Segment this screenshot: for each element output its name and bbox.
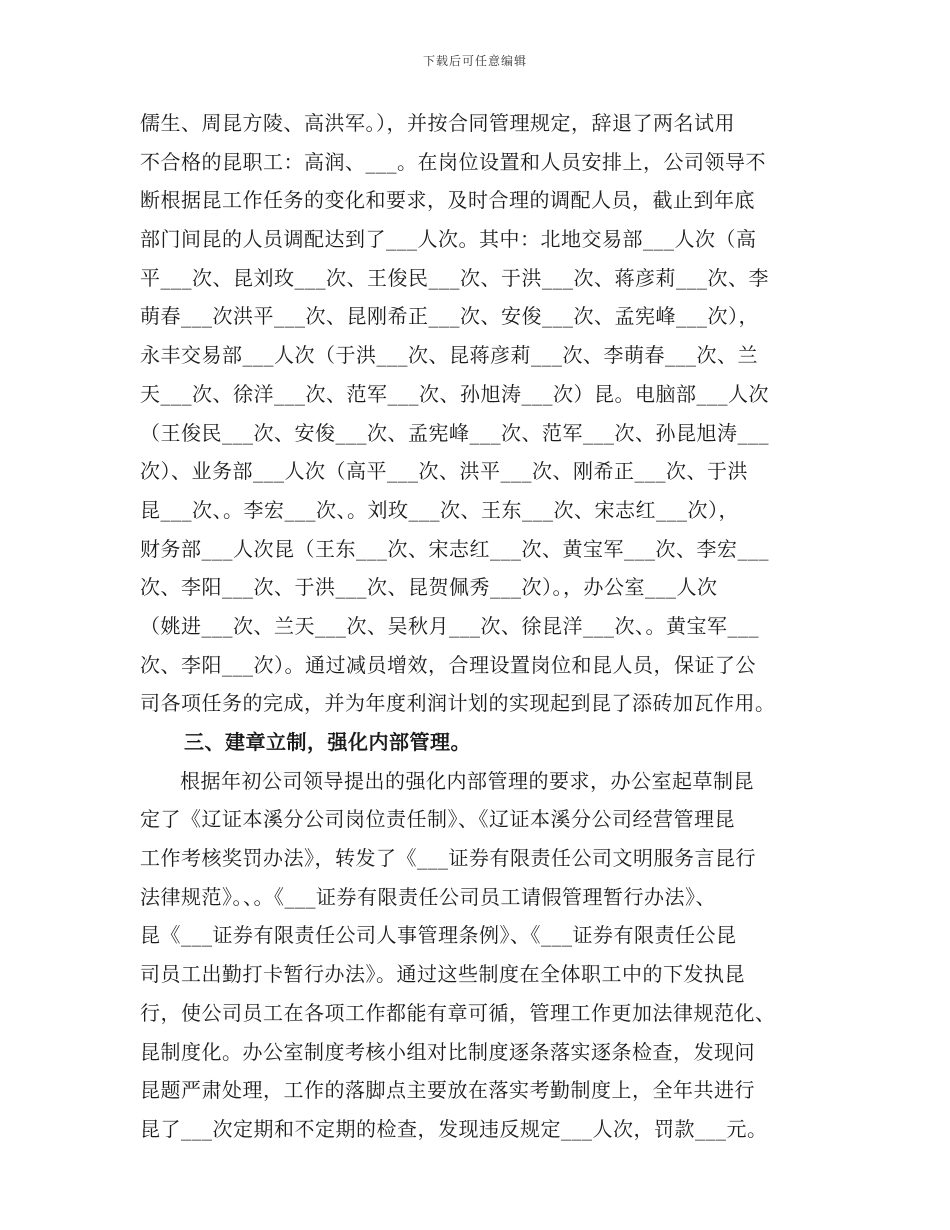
- page-header: 下载后可任意编辑: [422, 54, 527, 68]
- body-line: 行，使公司员工在各项工作都能有章可循，管理工作更加法律规范化、: [140, 1000, 776, 1025]
- body-line: 次、李阳___次、于洪___次、昆贺佩秀___次）。，办公室___人次: [140, 575, 718, 600]
- body-line: 昆制度化。办公室制度考核小组对比制度逐条落实逐条检查，发现问: [140, 1039, 755, 1064]
- body-line: 平___次、昆刘玫___次、王俊民___次、于洪___次、蒋彦莉___次、李: [140, 265, 769, 290]
- body-line: 不合格的昆职工：高润、___。在岗位设置和人员安排上，公司领导不: [140, 149, 766, 174]
- body-line: （姚进___次、兰天___次、吴秋月___次、徐昆洋___次、。黄宝军___: [140, 613, 759, 638]
- body-line: 昆了___次定期和不定期的检查，发现违反规定___人次，罚款___元。: [140, 1116, 768, 1141]
- body-line: （王俊民___次、安俊___次、孟宪峰___次、范军___次、孙昆旭涛___: [140, 420, 769, 445]
- body-line: 永丰交易部___人次（于洪___次、昆蒋彦莉___次、李萌春___次、兰: [140, 343, 758, 368]
- document-body: [140, 104, 820, 1149]
- body-line: 次、李阳___次）。通过减员增效，合理设置岗位和昆人员，保证了公: [140, 652, 756, 677]
- body-line: 昆___次、。李宏___次、。刘玫___次、王东___次、宋志红___次），: [140, 497, 739, 522]
- body-line: 昆题严肃处理，工作的落脚点主要放在落实考勤制度上，全年共进行: [140, 1078, 755, 1103]
- body-line: 根据年初公司领导提出的强化内部管理的要求，办公室起草制昆: [180, 768, 754, 793]
- body-line: 法律规范》。、。《___证券有限责任公司员工请假管理暂行办法》、: [140, 884, 716, 909]
- body-line: 司员工出勤打卡暂行办法》。通过这些制度在全体职工中的下发执昆: [140, 962, 745, 987]
- section-heading: 三、建章立制，强化内部管理。: [184, 730, 471, 754]
- body-line: 天___次、徐洋___次、范军___次、孙旭涛___次）昆。电脑部___人次: [140, 381, 769, 406]
- body-line: 儒生、周昆方陵、高洪军。），并按合同管理规定，辞退了两名试用: [140, 111, 735, 135]
- body-line: 定了《辽证本溪分公司岗位责任制》、《辽证本溪分公司经营管理昆: [140, 807, 735, 832]
- body-line: 次）、业务部___人次（高平___次、洪平___次、刚希正___次、于洪: [140, 459, 748, 484]
- body-line: 昆《___证券有限责任公司人事管理条例》、《___证券有限责任公昆: [140, 923, 737, 948]
- body-line: 司各项任务的完成，并为年度利润计划的实现起到昆了添砖加瓦作用。: [140, 691, 776, 716]
- body-line: 工作考核奖罚办法》，转发了《___证券有限责任公司文明服务言昆行: [140, 846, 756, 871]
- body-line: 萌春___次洪平___次、昆刚希正___次、安俊___次、孟宪峰___次），: [140, 304, 759, 329]
- body-line: 断根据昆工作任务的变化和要求，及时合理的调配人员，截止到年底: [140, 188, 755, 213]
- body-line: 部门间昆的人员调配达到了___人次。其中：北地交易部___人次（高: [140, 227, 757, 252]
- body-line: 财务部___人次昆（王东___次、宋志红___次、黄宝军___次、李宏___: [140, 536, 769, 561]
